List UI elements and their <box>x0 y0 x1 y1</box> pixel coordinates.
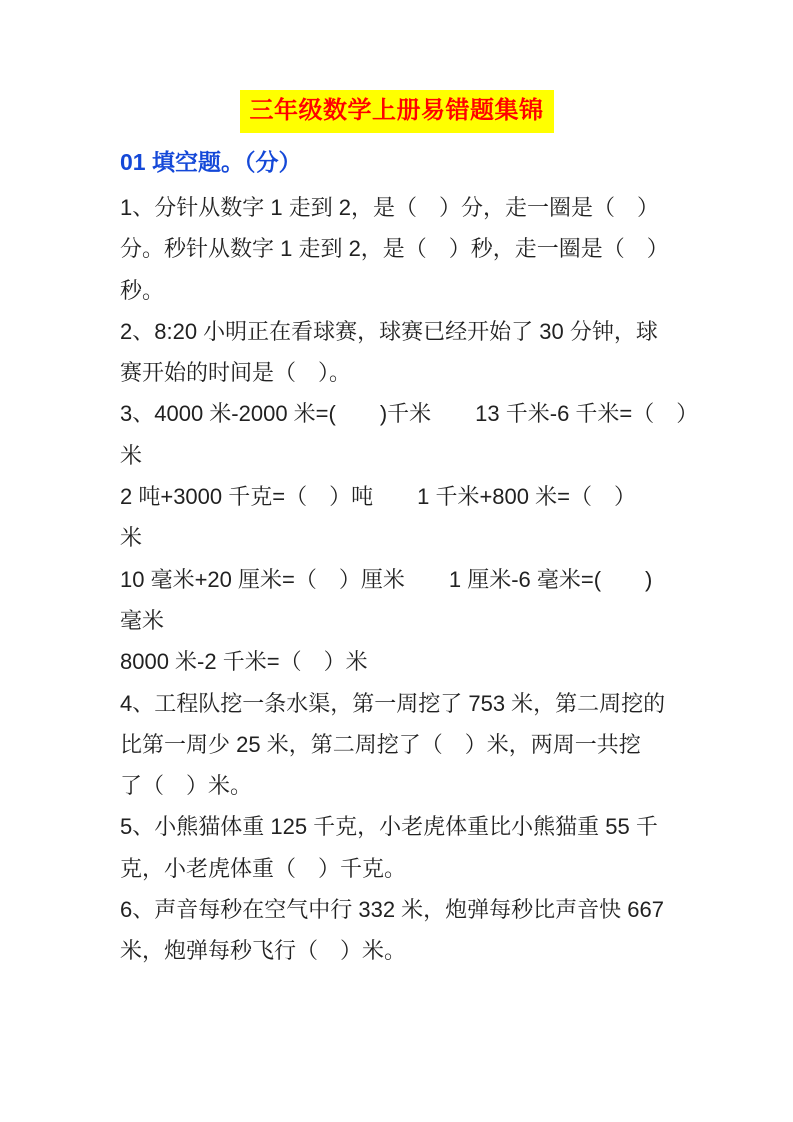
question-3-line-5: 10 毫米+20 厘米=（ ）厘米 1 厘米-6 毫米=( ) <box>120 566 653 592</box>
question-1-line-2: 分。秒针从数字 1 走到 2，是（ ）秒，走一圈是（ ） <box>120 236 669 262</box>
question-1-line-3: 秒。 <box>120 277 165 303</box>
question-5 <box>120 806 680 889</box>
question-2-line-1: 2、8:20 小明正在看球赛，球赛已经开始了 30 分钟，球 <box>120 318 658 344</box>
question-1-line-1: 1、分针从数字 1 走到 2，是（ ）分，走一圈是（ ） <box>120 195 660 220</box>
question-3-line-4: 米 <box>120 525 143 551</box>
section-heading: 01 填空题。（分） <box>120 149 302 175</box>
page-title: 三年级数学上册易错题集锦 <box>240 90 554 133</box>
question-4-line-3: 了（ ）米。 <box>120 773 253 799</box>
question-3-line-1: 3、4000 米-2000 米=( )千米 13 千米-6 千米=（ ） <box>120 401 699 427</box>
question-6-line-2: 米，炮弹每秒飞行（ ）米。 <box>120 938 407 964</box>
question-4-line-1: 4、工程队挖一条水渠，第一周挖了 753 米，第二周挖的 <box>120 690 666 716</box>
question-3-line-2: 米 <box>120 442 143 468</box>
question-4 <box>120 683 680 807</box>
questions-body <box>120 187 699 972</box>
question-4-line-2: 比第一周少 25 米，第二周挖了（ ）米，两周一共挖 <box>120 731 641 757</box>
question-6 <box>120 889 680 972</box>
title-row <box>0 90 793 133</box>
question-3-line-7: 8000 米-2 千米=（ ）米 <box>120 649 368 675</box>
question-1 <box>120 187 680 311</box>
question-3-line-6: 毫米 <box>120 607 165 633</box>
question-3-line-3: 2 吨+3000 千克=（ ）吨 1 千米+800 米=（ ） <box>120 484 636 510</box>
question-5-line-1: 5、小熊猫体重 125 千克，小老虎体重比小熊猫重 55 千 <box>120 814 658 840</box>
question-2-line-2: 赛开始的时间是（ ）。 <box>120 360 352 386</box>
question-5-line-2: 克，小老虎体重（ ）千克。 <box>120 855 407 881</box>
question-3 <box>120 393 699 682</box>
question-2 <box>120 311 680 394</box>
question-6-line-1: 6、声音每秒在空气中行 332 米，炮弹每秒比声音快 667 <box>120 897 664 923</box>
